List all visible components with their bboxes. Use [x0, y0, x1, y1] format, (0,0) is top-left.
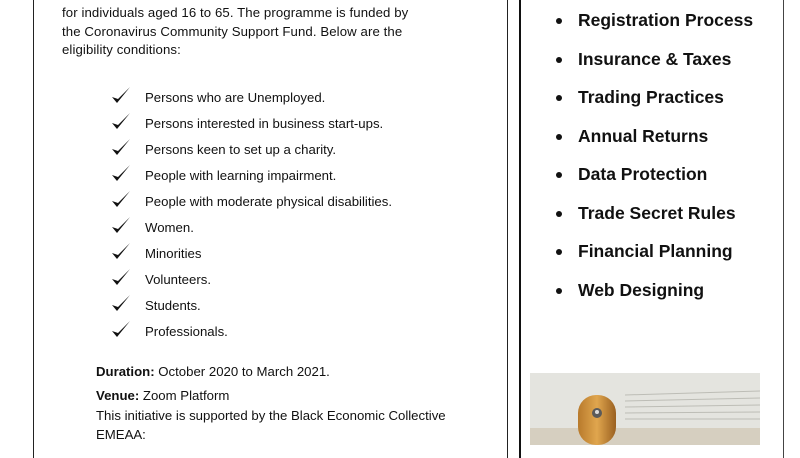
support-line: This initiative is supported by the Black Economic Collective — [96, 408, 446, 423]
venue-value: Zoom Platform — [142, 388, 230, 403]
duration-line — [96, 364, 330, 379]
eligibility-label: Minorities — [145, 246, 202, 261]
bullet-icon — [556, 95, 562, 101]
eligibility-label: Persons keen to set up a charity. — [145, 142, 337, 157]
eligibility-label: Volunteers. — [145, 272, 211, 287]
topic-label: Web Designing — [578, 279, 705, 300]
support-paragraph — [96, 407, 496, 444]
eligibility-label: Professionals. — [145, 324, 228, 339]
bullet-icon — [556, 288, 562, 294]
bullet-icon — [556, 249, 562, 255]
venue-label: Venue: — [96, 388, 140, 403]
check-mark-icon — [110, 267, 132, 289]
check-mark-icon — [110, 241, 132, 263]
topic-label: Annual Returns — [578, 125, 709, 146]
topic-label: Registration Process — [578, 10, 754, 30]
check-mark-icon — [110, 163, 132, 185]
bullet-icon — [556, 172, 562, 178]
bullet-icon — [556, 211, 562, 217]
eligibility-label: Students. — [145, 298, 201, 313]
topic-label: Trading Practices — [578, 87, 724, 107]
duration-label: Duration: — [96, 364, 155, 379]
check-mark-icon — [110, 137, 132, 159]
eligibility-label: Women. — [145, 220, 194, 235]
venue-line — [96, 388, 229, 403]
support-line: EMEAA: — [96, 426, 146, 442]
intro-line: for individuals aged 16 to 65. The programme is funded by — [62, 5, 409, 20]
check-mark-icon — [110, 85, 132, 107]
intro-line: eligibility conditions: — [62, 42, 181, 57]
stamp-photo — [530, 373, 760, 445]
topic-label: Financial Planning — [578, 241, 733, 261]
topic-label: Data Protection — [578, 164, 708, 184]
topic-label: Insurance & Taxes — [578, 48, 732, 69]
eligibility-label: Persons who are Unemployed. — [145, 90, 326, 105]
stamp-illustration — [530, 373, 760, 445]
check-mark-icon — [110, 293, 132, 315]
eligibility-label: People with moderate physical disabilities. — [145, 194, 393, 209]
check-mark-icon — [110, 189, 132, 211]
bullet-icon — [556, 18, 562, 24]
check-mark-icon — [110, 111, 132, 133]
eligibility-label: Persons interested in business start-ups. — [145, 116, 384, 131]
eligibility-label: People with learning impairment. — [145, 168, 337, 183]
bullet-icon — [556, 134, 562, 140]
intro-paragraph — [62, 4, 482, 60]
intro-line: the Coronavirus Community Support Fund. Below are the — [62, 23, 403, 39]
bullet-icon — [556, 57, 562, 63]
check-mark-icon — [110, 319, 132, 341]
check-mark-icon — [110, 215, 132, 237]
duration-value: October 2020 to March 2021. — [158, 364, 330, 379]
topic-label: Trade Secret Rules — [578, 202, 736, 223]
